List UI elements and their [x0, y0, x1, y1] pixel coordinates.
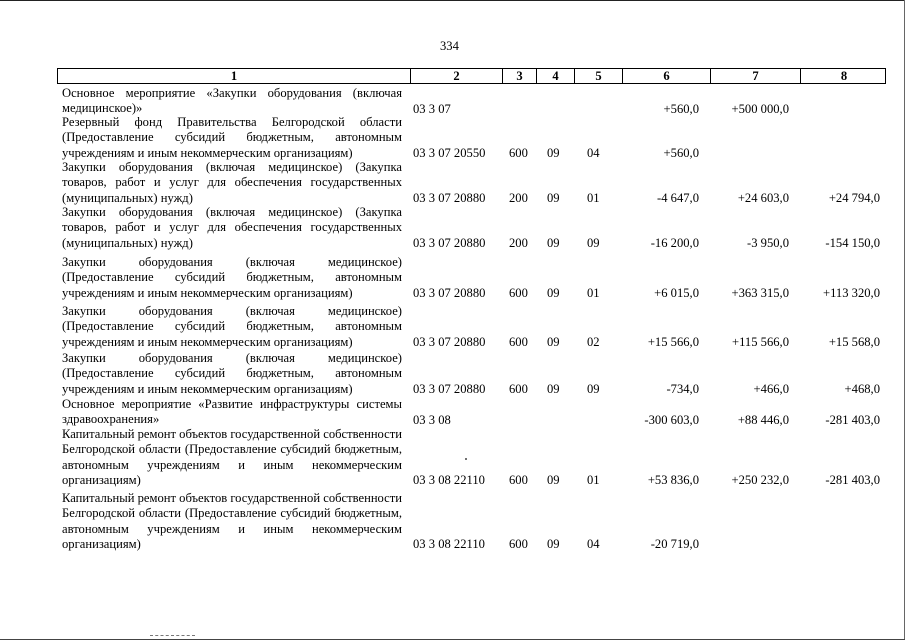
table-row: [62, 255, 882, 301]
row-value-6: +560,0: [663, 145, 699, 160]
row-description: Закупки оборудования (включая медицинское) (Закупка товаров, работ и услуг для обеспечения государственных (муниципальных) нужд): [62, 160, 402, 205]
header-col-3: 3: [502, 69, 536, 83]
header-col-5: 5: [574, 69, 622, 83]
row-code: 03 3 07 20880: [413, 381, 486, 396]
row-section: 09: [547, 381, 560, 396]
row-expense-type: 600: [509, 285, 528, 300]
table-row: [62, 115, 882, 161]
row-value-6: +560,0: [663, 101, 699, 116]
row-value-6: -4 647,0: [657, 190, 699, 205]
scan-top-border: [0, 0, 905, 1]
row-section: 09: [547, 536, 560, 551]
row-description: Закупки оборудования (включая медицинское) (Закупка товаров, работ и услуг для обеспечения государственных (муниципальных) нужд): [62, 205, 402, 250]
table-row: [62, 491, 882, 552]
table-row: [62, 397, 882, 428]
row-value-8: +15 568,0: [828, 334, 880, 349]
row-code: 03 3 07 20880: [413, 190, 486, 205]
row-code: 03 3 07 20880: [413, 334, 486, 349]
row-description: Основное мероприятие «Развитие инфраструктуры системы здравоохранения»: [62, 397, 402, 427]
row-expense-type: 200: [509, 235, 528, 250]
table-row: [62, 160, 882, 206]
row-value-6: -300 603,0: [644, 412, 699, 427]
row-expense-type: 600: [509, 536, 528, 551]
row-subsection: 01: [587, 285, 600, 300]
row-value-8: +113 320,0: [822, 285, 880, 300]
table-row: [62, 205, 882, 251]
row-section: 09: [547, 190, 560, 205]
row-section: 09: [547, 235, 560, 250]
row-value-6: -734,0: [666, 381, 699, 396]
row-description: Закупки оборудования (включая медицинское) (Предоставление субсидий бюджетным, автономным учреждениям и иным некоммерческим организациям): [62, 255, 402, 300]
table-header: [57, 68, 886, 84]
row-value-6: -20 719,0: [650, 536, 699, 551]
table-row: [62, 86, 882, 117]
row-code: 03 3 07 20550: [413, 145, 486, 160]
row-code: 03 3 07 20880: [413, 235, 486, 250]
row-value-8: -281 403,0: [825, 472, 880, 487]
table-row: [62, 427, 882, 488]
row-subsection: 04: [587, 145, 600, 160]
row-value-7: +88 446,0: [737, 412, 789, 427]
row-subsection: 02: [587, 334, 600, 349]
row-value-7: +500 000,0: [731, 101, 789, 116]
row-subsection: 04: [587, 536, 600, 551]
row-code: 03 3 08 22110: [413, 472, 485, 487]
row-value-7: -3 950,0: [747, 235, 789, 250]
row-expense-type: 600: [509, 334, 528, 349]
row-subsection: 01: [587, 472, 600, 487]
header-col-6: 6: [622, 69, 710, 83]
row-description: Капитальный ремонт объектов государственной собственности Белгородской области (Предоставление субсидий бюджетным, автономным учреждениям и иным некоммерческим организациям): [62, 491, 403, 552]
row-value-7: +24 603,0: [737, 190, 789, 205]
table-row: [62, 351, 882, 397]
row-description: Закупки оборудования (включая медицинское) (Предоставление субсидий бюджетным, автономным учреждениям и иным некоммерческим организациям): [62, 304, 402, 349]
row-description: Закупки оборудования (включая медицинское) (Предоставление субсидий бюджетным, автономным учреждениям и иным некоммерческим организациям): [62, 351, 402, 396]
row-value-8: -281 403,0: [825, 412, 880, 427]
header-col-1: 1: [230, 69, 238, 83]
row-expense-type: 200: [509, 190, 528, 205]
header-col-7: 7: [710, 69, 800, 83]
row-section: 09: [547, 285, 560, 300]
row-code: 03 3 08: [413, 412, 451, 427]
row-expense-type: 600: [509, 145, 528, 160]
row-value-6: +53 836,0: [647, 472, 699, 487]
row-section: 09: [547, 472, 560, 487]
row-subsection: 09: [587, 381, 600, 396]
row-code: 03 3 08 22110: [413, 536, 485, 551]
row-code: 03 3 07: [413, 101, 451, 116]
header-col-4: 4: [536, 69, 574, 83]
header-col-8: 8: [800, 69, 887, 83]
row-expense-type: 600: [509, 381, 528, 396]
row-value-7: +250 232,0: [731, 472, 789, 487]
row-subsection: 01: [587, 190, 600, 205]
row-section: 09: [547, 334, 560, 349]
row-value-7: +115 566,0: [731, 334, 789, 349]
row-value-6: -16 200,0: [650, 235, 699, 250]
row-value-6: +15 566,0: [647, 334, 699, 349]
scan-artifact: [150, 635, 195, 637]
row-subsection: 09: [587, 235, 600, 250]
row-description: Капитальный ремонт объектов государственной собственности Белгородской области (Предоставление субсидий бюджетным, автономным учреждениям и иным некоммерческим организациям): [62, 427, 403, 488]
table-row: [62, 304, 882, 350]
row-expense-type: 600: [509, 472, 528, 487]
row-description: Основное мероприятие «Закупки оборудования (включая медицинское)»: [62, 86, 402, 116]
row-value-6: +6 015,0: [654, 285, 699, 300]
page-number: 334: [440, 39, 459, 53]
row-code: 03 3 07 20880: [413, 285, 486, 300]
row-value-7: +363 315,0: [731, 285, 789, 300]
row-value-7: +466,0: [753, 381, 789, 396]
row-value-8: +24 794,0: [828, 190, 880, 205]
row-section: 09: [547, 145, 560, 160]
row-value-8: -154 150,0: [825, 235, 880, 250]
row-description: Резервный фонд Правительства Белгородской области (Предоставление субсидий бюджетным, автономным учреждениям и иным некоммерческим организациям): [62, 115, 402, 160]
row-value-8: +468,0: [844, 381, 880, 396]
header-col-2: 2: [410, 69, 502, 83]
